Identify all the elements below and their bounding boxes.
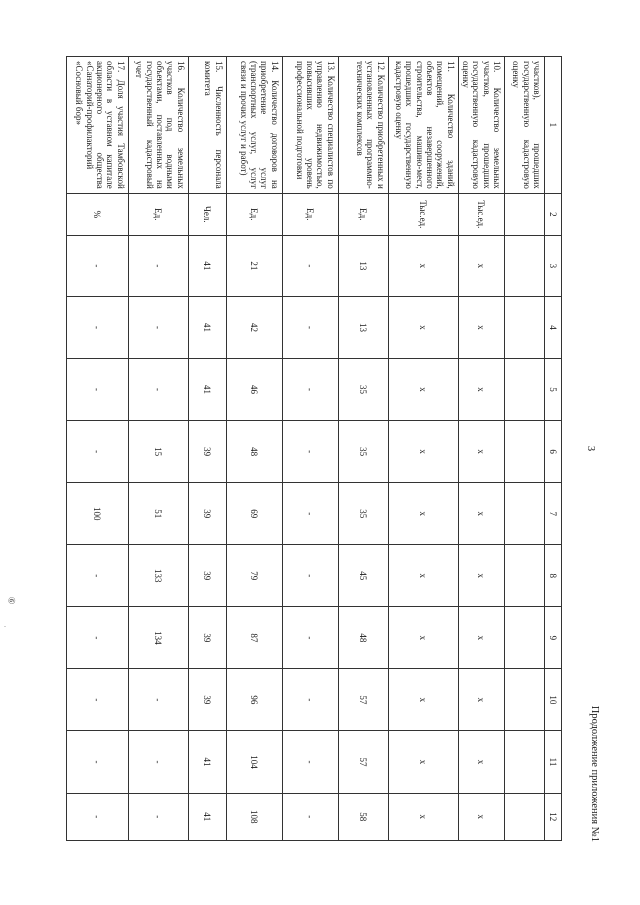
value-cell: 100	[66, 483, 128, 545]
unit-cell: Чел.	[188, 193, 226, 235]
value-cell: 15	[128, 421, 188, 483]
value-cell: 13	[338, 235, 388, 296]
indicator-name-cell: 11. Количество зданий, помещений, сооружений, объектов незавершенного строительства, машино-мест, прошедших государственную кадастровую оценку	[388, 57, 458, 194]
value-cell: -	[66, 793, 128, 840]
indicator-name-cell: 10. Количество земельных участков, прошедших государственную кадастровую оценку	[458, 57, 504, 194]
value-cell: 79	[226, 545, 282, 607]
column-number: 11	[545, 731, 562, 793]
unit-cell	[505, 193, 545, 235]
value-cell: x	[388, 483, 458, 545]
indicator-name-cell: 15. Численность персонала комитета	[188, 57, 226, 194]
indicator-name-cell: 14. Количество договоров на приобретение услуг (транспортных услуг, услуг связи и прочих услуг и работ)	[226, 57, 282, 194]
column-number: 1	[545, 57, 562, 194]
value-cell: x	[388, 545, 458, 607]
value-cell: -	[282, 793, 338, 840]
value-cell: 13	[338, 296, 388, 358]
value-cell: 58	[338, 793, 388, 840]
unit-cell: Тыс.ед.	[388, 193, 458, 235]
value-cell: 51	[128, 483, 188, 545]
value-cell	[505, 669, 545, 731]
value-cell	[505, 483, 545, 545]
value-cell: 46	[226, 359, 282, 421]
value-cell: x	[388, 607, 458, 669]
value-cell: x	[458, 483, 504, 545]
value-cell: 41	[188, 359, 226, 421]
value-cell: x	[458, 359, 504, 421]
value-cell: -	[128, 296, 188, 358]
value-cell: 133	[128, 545, 188, 607]
value-cell: -	[128, 669, 188, 731]
value-cell: -	[66, 669, 128, 731]
value-cell: -	[282, 731, 338, 793]
column-number: 7	[545, 483, 562, 545]
value-cell: -	[282, 359, 338, 421]
value-cell: x	[458, 607, 504, 669]
value-cell: -	[282, 483, 338, 545]
unit-cell: Ед.	[128, 193, 188, 235]
value-cell: x	[458, 669, 504, 731]
value-cell	[505, 359, 545, 421]
value-cell: 104	[226, 731, 282, 793]
table-row	[388, 57, 458, 841]
rotated-page	[70, 56, 600, 842]
table-row	[66, 57, 128, 841]
value-cell: 39	[188, 669, 226, 731]
column-number: 3	[545, 235, 562, 296]
appendix-continuation-note: Продолжение приложения №1	[589, 705, 600, 842]
table-row	[128, 57, 188, 841]
value-cell: x	[388, 793, 458, 840]
table-row	[338, 57, 388, 841]
unit-cell: Тыс.ед.	[458, 193, 504, 235]
margin-dot: .	[4, 620, 6, 629]
value-cell: 45	[338, 545, 388, 607]
value-cell	[505, 793, 545, 840]
value-cell: 39	[188, 545, 226, 607]
value-cell: x	[458, 731, 504, 793]
value-cell: 41	[188, 793, 226, 840]
value-cell: 108	[226, 793, 282, 840]
value-cell: 21	[226, 235, 282, 296]
value-cell: x	[458, 545, 504, 607]
margin-stamp-mark: ⑥	[6, 596, 17, 605]
value-cell	[505, 545, 545, 607]
value-cell: x	[458, 296, 504, 358]
value-cell: 87	[226, 607, 282, 669]
value-cell: 39	[188, 483, 226, 545]
value-cell: x	[458, 421, 504, 483]
table-row	[282, 57, 338, 841]
value-cell	[505, 296, 545, 358]
value-cell: x	[388, 296, 458, 358]
value-cell: -	[66, 235, 128, 296]
indicator-name-cell: 16. Количество земельных участков под водными объектами, поставленных на государственный кадастровый учет	[128, 57, 188, 194]
value-cell: 39	[188, 607, 226, 669]
indicators-table	[66, 56, 562, 841]
column-number: 2	[545, 193, 562, 235]
value-cell: -	[282, 235, 338, 296]
value-cell: -	[128, 235, 188, 296]
value-cell: 42	[226, 296, 282, 358]
value-cell: -	[282, 607, 338, 669]
page-number: 3	[585, 445, 596, 452]
value-cell: 39	[188, 421, 226, 483]
value-cell: 41	[188, 296, 226, 358]
table-row	[226, 57, 282, 841]
value-cell: 41	[188, 235, 226, 296]
unit-cell: %	[66, 193, 128, 235]
value-cell: -	[282, 296, 338, 358]
value-cell: -	[66, 545, 128, 607]
value-cell: 48	[338, 607, 388, 669]
value-cell	[505, 421, 545, 483]
column-number: 9	[545, 607, 562, 669]
column-number: 12	[545, 793, 562, 840]
value-cell: 48	[226, 421, 282, 483]
value-cell: 69	[226, 483, 282, 545]
column-number: 8	[545, 545, 562, 607]
value-cell: 96	[226, 669, 282, 731]
value-cell: -	[66, 731, 128, 793]
value-cell: -	[128, 359, 188, 421]
value-cell: 35	[338, 359, 388, 421]
unit-cell: Ед.	[338, 193, 388, 235]
value-cell: -	[282, 545, 338, 607]
column-number: 5	[545, 359, 562, 421]
column-number: 4	[545, 296, 562, 358]
value-cell: 35	[338, 421, 388, 483]
value-cell: x	[458, 235, 504, 296]
unit-cell: Ед.	[226, 193, 282, 235]
value-cell: x	[388, 235, 458, 296]
value-cell: x	[388, 421, 458, 483]
value-cell: 57	[338, 669, 388, 731]
column-number-row	[545, 57, 562, 841]
value-cell: -	[66, 421, 128, 483]
indicator-name-cell: 17. Доля участия Тамбовской области в уставном капитале акционерного общества «Санаторий-профилакторий «Сосновый бор»	[66, 57, 128, 194]
value-cell: x	[388, 669, 458, 731]
indicator-name-cell: 13. Количество специалистов по управлению недвижимостью, повысивших уровень профессиональной подготовки	[282, 57, 338, 194]
indicator-name-cell: 12. Количество приобретенных и установленных программно-технических комплексов	[338, 57, 388, 194]
value-cell: 41	[188, 731, 226, 793]
table-row	[505, 57, 545, 841]
value-cell: -	[282, 421, 338, 483]
value-cell: 57	[338, 731, 388, 793]
value-cell: -	[66, 296, 128, 358]
column-number: 10	[545, 669, 562, 731]
column-number: 6	[545, 421, 562, 483]
value-cell: 134	[128, 607, 188, 669]
value-cell: x	[388, 359, 458, 421]
value-cell: -	[66, 607, 128, 669]
value-cell: 35	[338, 483, 388, 545]
value-cell	[505, 731, 545, 793]
table-row	[188, 57, 226, 841]
value-cell: x	[388, 731, 458, 793]
value-cell: -	[66, 359, 128, 421]
unit-cell: Ед.	[282, 193, 338, 235]
value-cell: -	[282, 669, 338, 731]
value-cell: -	[128, 793, 188, 840]
value-cell	[505, 235, 545, 296]
value-cell	[505, 607, 545, 669]
table-row	[458, 57, 504, 841]
indicator-name-cell: участков), прошедших государственную кадастровую оценку	[505, 57, 545, 194]
value-cell: x	[458, 793, 504, 840]
value-cell: -	[128, 731, 188, 793]
